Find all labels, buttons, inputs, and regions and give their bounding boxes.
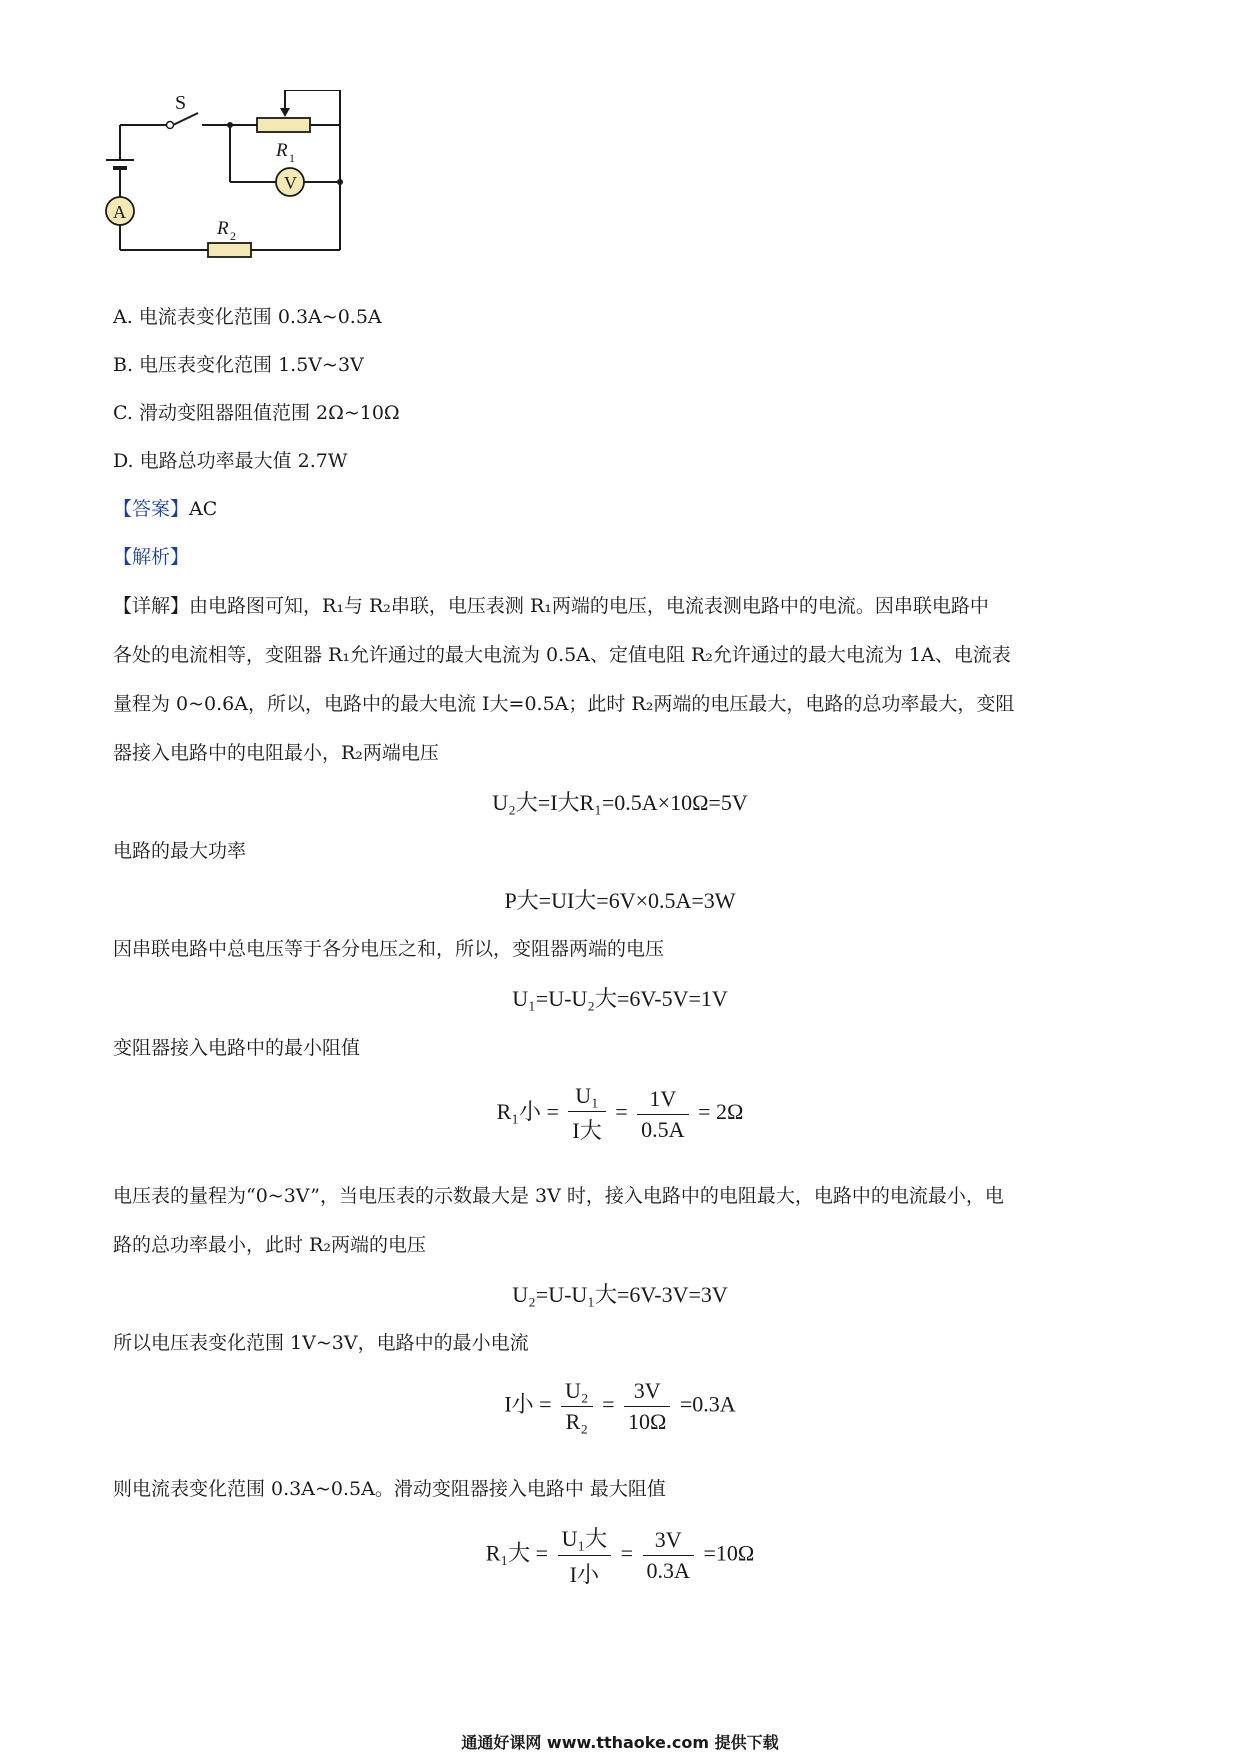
eq4-lhs: R₁小 = bbox=[496, 1099, 559, 1125]
r1-subscript: 1 bbox=[289, 151, 295, 165]
detail-line-6: 路的总功率最小，此时 R₂两端的电压 bbox=[113, 1234, 426, 1256]
switch-label: S bbox=[175, 92, 187, 114]
eq7-rhs: =10Ω bbox=[703, 1540, 755, 1566]
text-max-power: 电路的最大功率 bbox=[113, 840, 247, 862]
resistor-r2 bbox=[208, 243, 251, 257]
option-a: A. 电流表变化范围 0.3A~0.5A bbox=[113, 306, 382, 328]
eq7-den: I小 bbox=[569, 1562, 599, 1587]
r2-subscript: 2 bbox=[230, 229, 236, 243]
ammeter-label: A bbox=[113, 202, 126, 222]
eq7-fraction-1 bbox=[558, 1522, 612, 1589]
eq4-num: U₁ bbox=[568, 1083, 605, 1112]
eq4-fraction-2 bbox=[637, 1086, 688, 1143]
text-series-voltage: 因串联电路中总电压等于各分电压之和，所以，变阻器两端的电压 bbox=[113, 938, 665, 960]
switch-contact bbox=[167, 122, 174, 129]
eq4-fraction-1 bbox=[568, 1083, 605, 1145]
eq4-equals: = bbox=[615, 1099, 628, 1125]
r1-label: R bbox=[276, 140, 288, 161]
detail-text-1: 由电路图可知，R₁与 R₂串联，电压表测 R₁两端的电压，电流表测电路中的电流。因串联电路中 bbox=[189, 595, 989, 617]
detail-line-5: 电压表的量程为“0~3V”，当电压表的示数最大是 3V 时，接入电路中的电阻最大，电路中的电流最小，电 bbox=[113, 1185, 1004, 1207]
detail-line-1 bbox=[113, 591, 989, 618]
eq6-fraction-2 bbox=[624, 1378, 670, 1435]
equation-2: P大=UI大=6V×0.5A=3W bbox=[504, 888, 736, 913]
text-max-resistance: 则电流表变化范围 0.3A~0.5A。滑动变阻器接入电路中 最大阻值 bbox=[113, 1478, 666, 1500]
eq6-num2: 3V bbox=[624, 1378, 670, 1407]
equation-4 bbox=[0, 1083, 1240, 1145]
slider-arrow bbox=[280, 108, 290, 117]
eq6-rhs: =0.3A bbox=[679, 1391, 736, 1417]
eq4-rhs: = 2Ω bbox=[698, 1099, 744, 1125]
equation-3: U₁=U-U₂大=6V-5V=1V bbox=[512, 986, 728, 1011]
detail-line-4: 器接入电路中的电阻最小，R₂两端电压 bbox=[113, 742, 439, 764]
equation-6 bbox=[0, 1378, 1240, 1435]
text-min-current: 所以电压表变化范围 1V~3V，电路中的最小电流 bbox=[113, 1332, 529, 1354]
r2-label: R bbox=[217, 218, 229, 239]
eq4-den: I大 bbox=[572, 1118, 602, 1143]
footer-source: 通通好课网 www.tthaoke.com 提供下载 bbox=[461, 1733, 779, 1752]
junction-dot bbox=[227, 122, 233, 128]
eq6-equals: = bbox=[602, 1391, 615, 1417]
eq4-num2: 1V bbox=[637, 1086, 688, 1115]
eq6-fraction-1 bbox=[561, 1378, 593, 1435]
option-c: C. 滑动变阻器阻值范围 2Ω~10Ω bbox=[113, 402, 400, 424]
text-min-resistance: 变阻器接入电路中的最小阻值 bbox=[113, 1037, 361, 1059]
circuit-diagram bbox=[100, 90, 400, 285]
eq6-lhs: I小 = bbox=[504, 1391, 552, 1417]
eq4-den2: 0.5A bbox=[641, 1116, 685, 1142]
answer-value: AC bbox=[189, 498, 218, 520]
detail-tag: 【详解】 bbox=[113, 595, 190, 617]
junction-dot bbox=[337, 179, 343, 185]
option-d: D. 电路总功率最大值 2.7W bbox=[113, 450, 348, 472]
option-b: B. 电压表变化范围 1.5V~3V bbox=[113, 354, 364, 376]
eq7-lhs: R₁大 = bbox=[485, 1540, 549, 1566]
eq6-num: U₂ bbox=[561, 1378, 593, 1407]
equation-1: U₂大=I大R₁=0.5A×10Ω=5V bbox=[492, 790, 748, 815]
answer-tag: 【答案】 bbox=[113, 498, 190, 520]
resistor-r1 bbox=[257, 118, 310, 132]
answer-line bbox=[113, 494, 217, 521]
eq6-den2: 10Ω bbox=[628, 1409, 667, 1434]
equation-7 bbox=[0, 1522, 1240, 1589]
eq7-den2: 0.3A bbox=[646, 1558, 690, 1583]
equation-5: U₂=U-U₁大=6V-3V=3V bbox=[512, 1282, 728, 1307]
voltmeter-label: V bbox=[284, 173, 297, 193]
eq6-den: R₂ bbox=[565, 1409, 588, 1434]
switch-blade bbox=[173, 113, 198, 125]
eq7-fraction-2 bbox=[643, 1527, 694, 1584]
detail-line-3: 量程为 0~0.6A，所以，电路中的最大电流 I大=0.5A；此时 R₂两端的电压最大，电路的总功率最大，变阻 bbox=[113, 693, 1015, 715]
eq7-equals: = bbox=[620, 1540, 634, 1566]
eq7-num: U₁大 bbox=[558, 1522, 612, 1556]
analysis-tag: 【解析】 bbox=[113, 546, 190, 568]
eq7-num2: 3V bbox=[643, 1527, 694, 1556]
detail-line-2: 各处的电流相等，变阻器 R₁允许通过的最大电流为 0.5A、定值电阻 R₂允许通过的最大电流为 1A、电流表 bbox=[113, 644, 1011, 666]
